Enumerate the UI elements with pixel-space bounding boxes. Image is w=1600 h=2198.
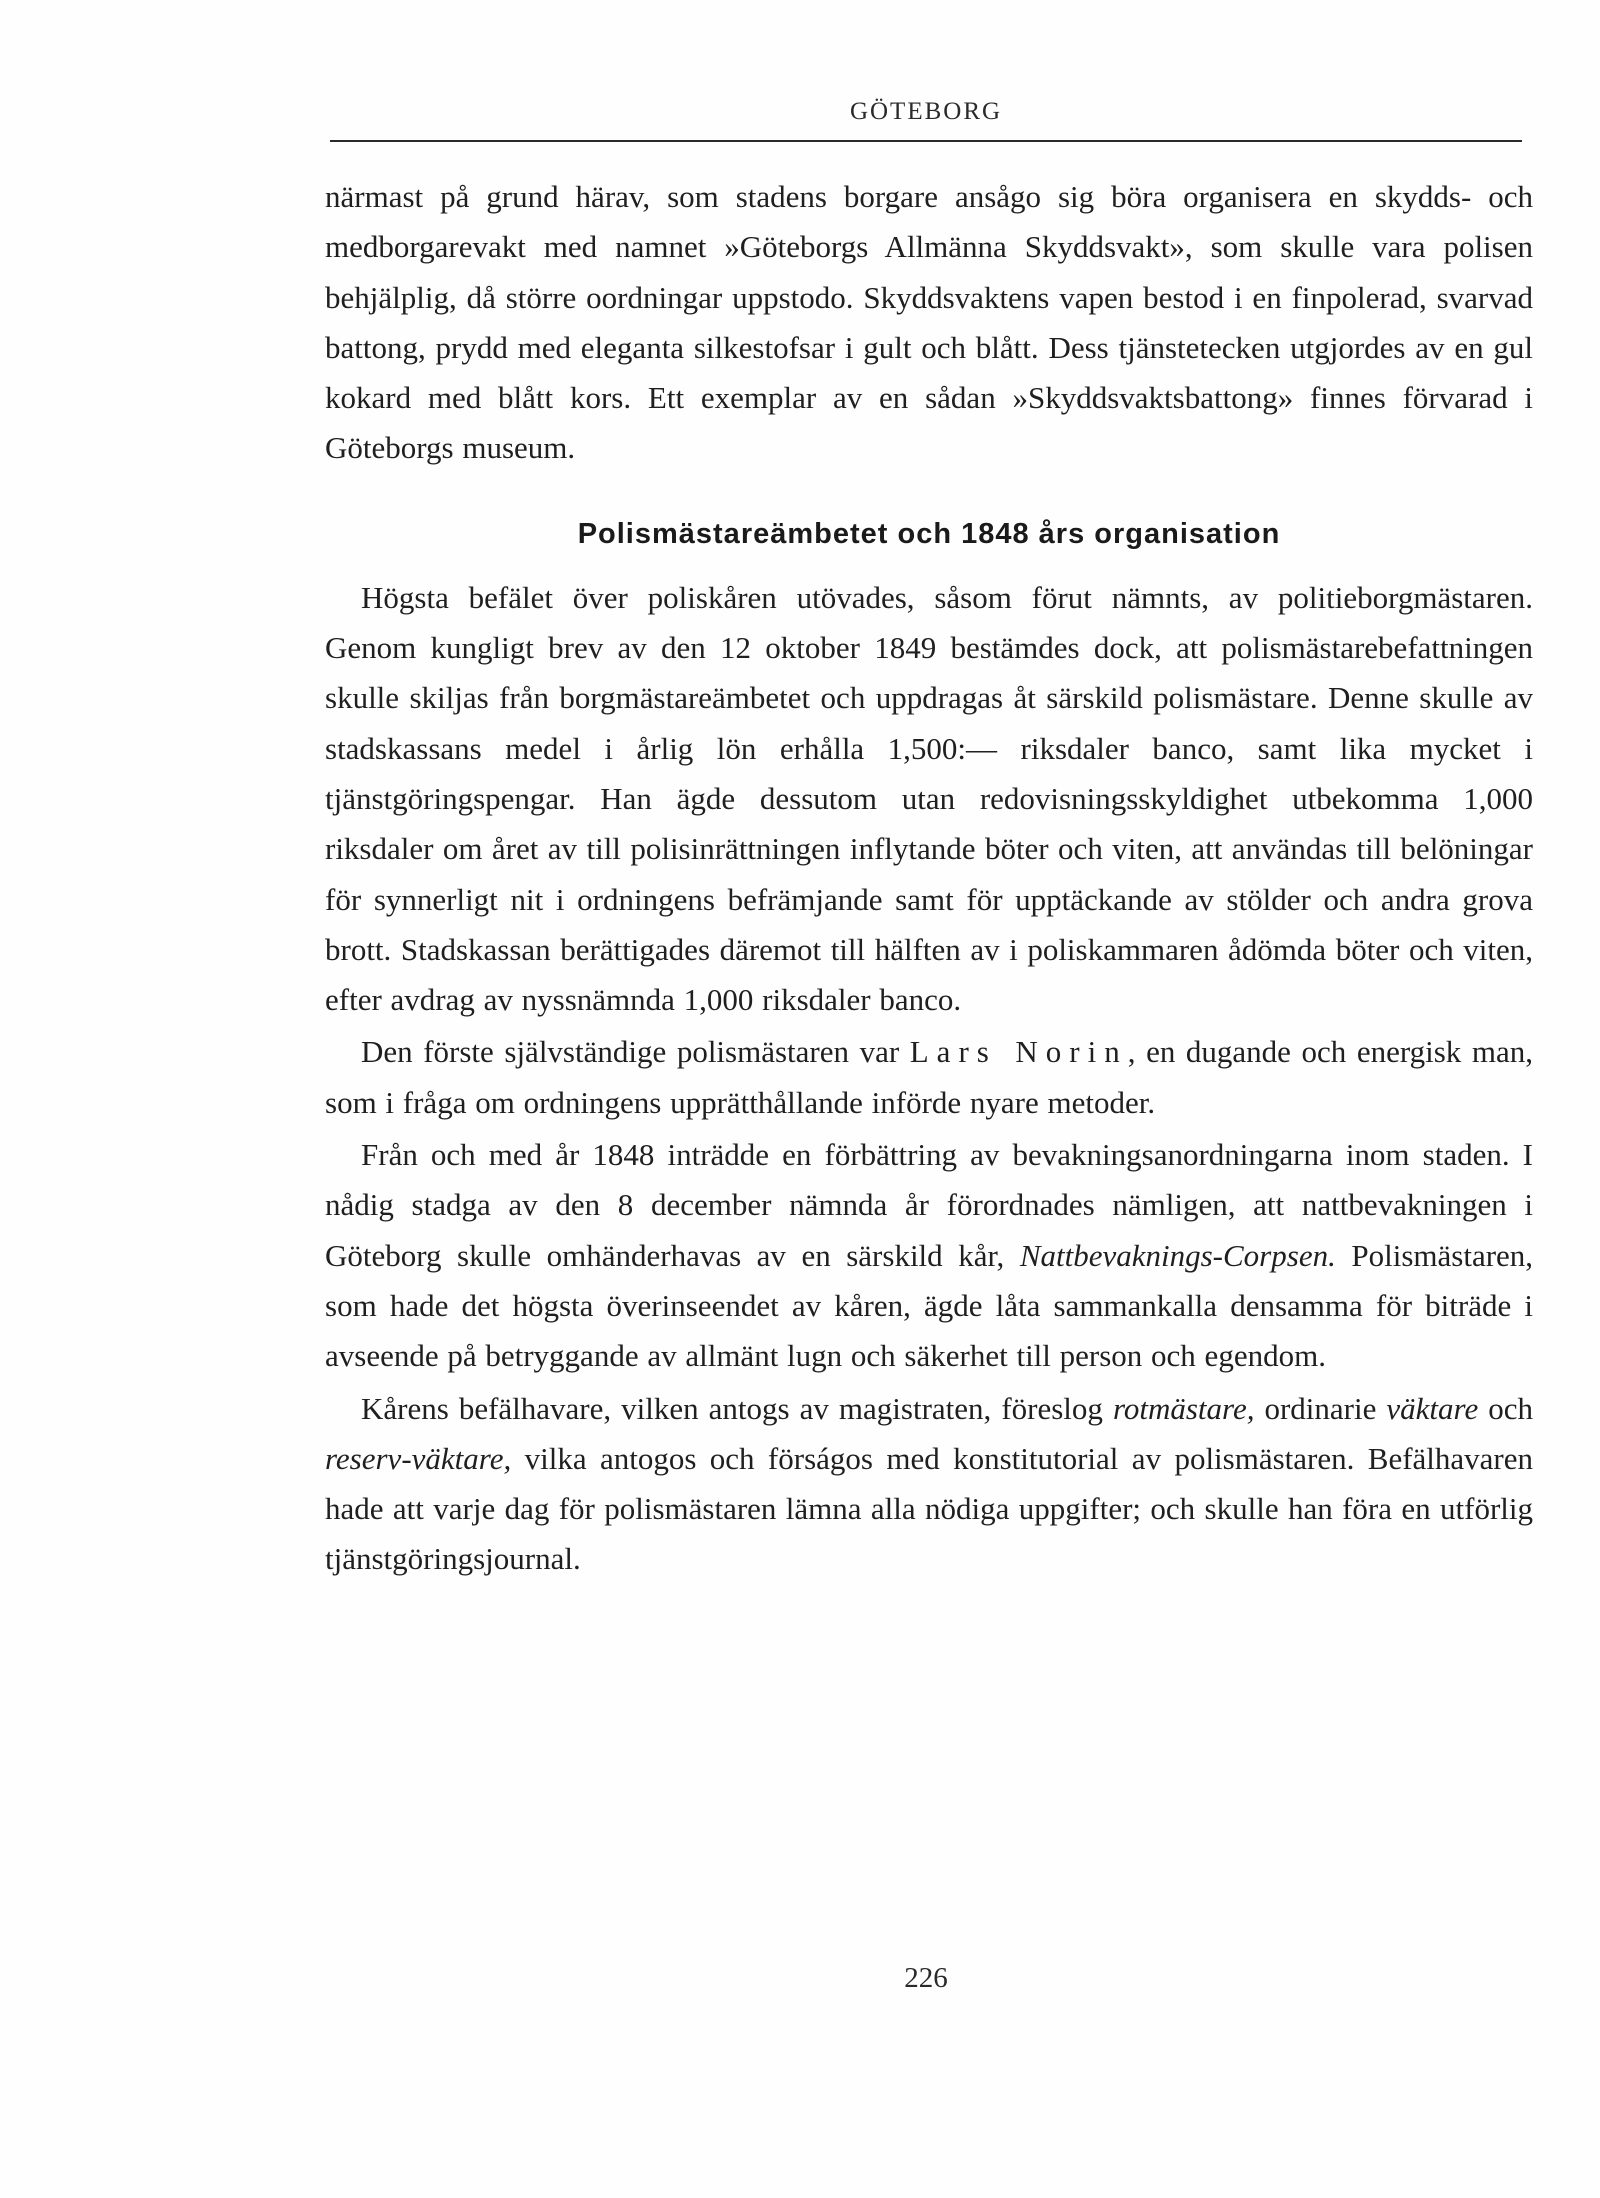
paragraph-3-text-a: Den förste självständige polismästaren var: [361, 1034, 900, 1070]
paragraph-5-text-c: och: [1488, 1390, 1534, 1426]
paragraph-5-text-b: ordinarie: [1264, 1390, 1377, 1426]
paragraph-5: [325, 1384, 1533, 1585]
term-rotmastare: rotmästare,: [1112, 1390, 1255, 1426]
running-head: GÖTEBORG: [849, 98, 1003, 125]
paragraph-3-text-b: , en dugande och energisk man, som i fråga om ordningens upprätthållande införde nyare metoder.: [325, 1034, 1533, 1120]
term-reserv-vaktare: reserv-väktare,: [325, 1440, 512, 1476]
paragraph-4-text-b: Polismästaren, som hade det högsta överinseendet av kåren, ägde låta sammankalla densamma för biträde i avseende på betryggande av allmänt lugn och säkerhet till person och egendom.: [325, 1237, 1534, 1374]
paragraph-4-text-a: Från och med år 1848 inträdde en förbättring av bevakningsanordningarna inom staden. I nådig stadga av den 8 december nämnda år förordnades nämligen, att nattbevakningen i Göteborg skulle omhänderhavas av en särskild kår,: [325, 1137, 1533, 1273]
term-vaktare: väktare: [1386, 1390, 1479, 1426]
paragraph-3: [325, 1027, 1533, 1128]
paragraph-4: [325, 1130, 1533, 1381]
section-heading: Polismästareämbetet och 1848 års organisation: [577, 517, 1281, 550]
person-name: Lars Norin: [909, 1034, 1128, 1070]
body-text: [325, 172, 1533, 1585]
page-number: 226: [904, 1962, 948, 1994]
paragraph-2: Högsta befälet över poliskåren utövades, såsom förut nämnts, av politieborgmästaren. Genom kungligt brev av den 12 oktober 1849 bestämdes dock, att polismästarebefattningen skulle skiljas från borgmästareämbetet och uppdragas åt särskild polismästare. Denne skulle av stadskassans medel i årlig lön erhålla 1,500:— riksdaler banco, samt lika mycket i tjänstgöringspengar. Han ägde dessutom utan redovisningsskyldighet utbekomma 1,000 riksdaler om året av till polisinrättningen inflytande böter och viten, att användas till belöningar för synnerligt nit i ordningens befrämjande samt för upptäckande av stölder och andra grova brott. Stadskassan berättigades däremot till hälften av i poliskammaren ådömda böter och viten, efter avdrag av nyssnämnda 1,000 riksdaler banco.: [325, 579, 1533, 1018]
paragraph-5-text-d: vilka antogos och förságos med konstitutorial av polismästaren. Befälhavaren hade att varje dag för polismästaren lämna alla nödiga uppgifter; och skulle han föra en utförlig tjänstgöringsjournal.: [325, 1440, 1533, 1577]
corps-name: Nattbevaknings-Corpsen.: [1019, 1237, 1336, 1273]
header-rule: [330, 140, 1522, 142]
paragraph-5-text-a: Kårens befälhavare, vilken antogs av magistraten, föreslog: [361, 1390, 1103, 1426]
paragraph-1: närmast på grund härav, som stadens borgare ansågo sig böra organisera en skydds- och medborgarevakt med namnet »Göteborgs Allmänna Skyddsvakt», som skulle vara polisen behjälplig, då större oordningar uppstodo. Skyddsvaktens vapen bestod i en finpolerad, svarvad battong, prydd med eleganta silkestofsar i gult och blått. Dess tjänstetecken utgjordes av en gul kokard med blått kors. Ett exemplar av en sådan »Skyddsvaktsbattong» finnes förvarad i Göteborgs museum.: [325, 179, 1533, 466]
